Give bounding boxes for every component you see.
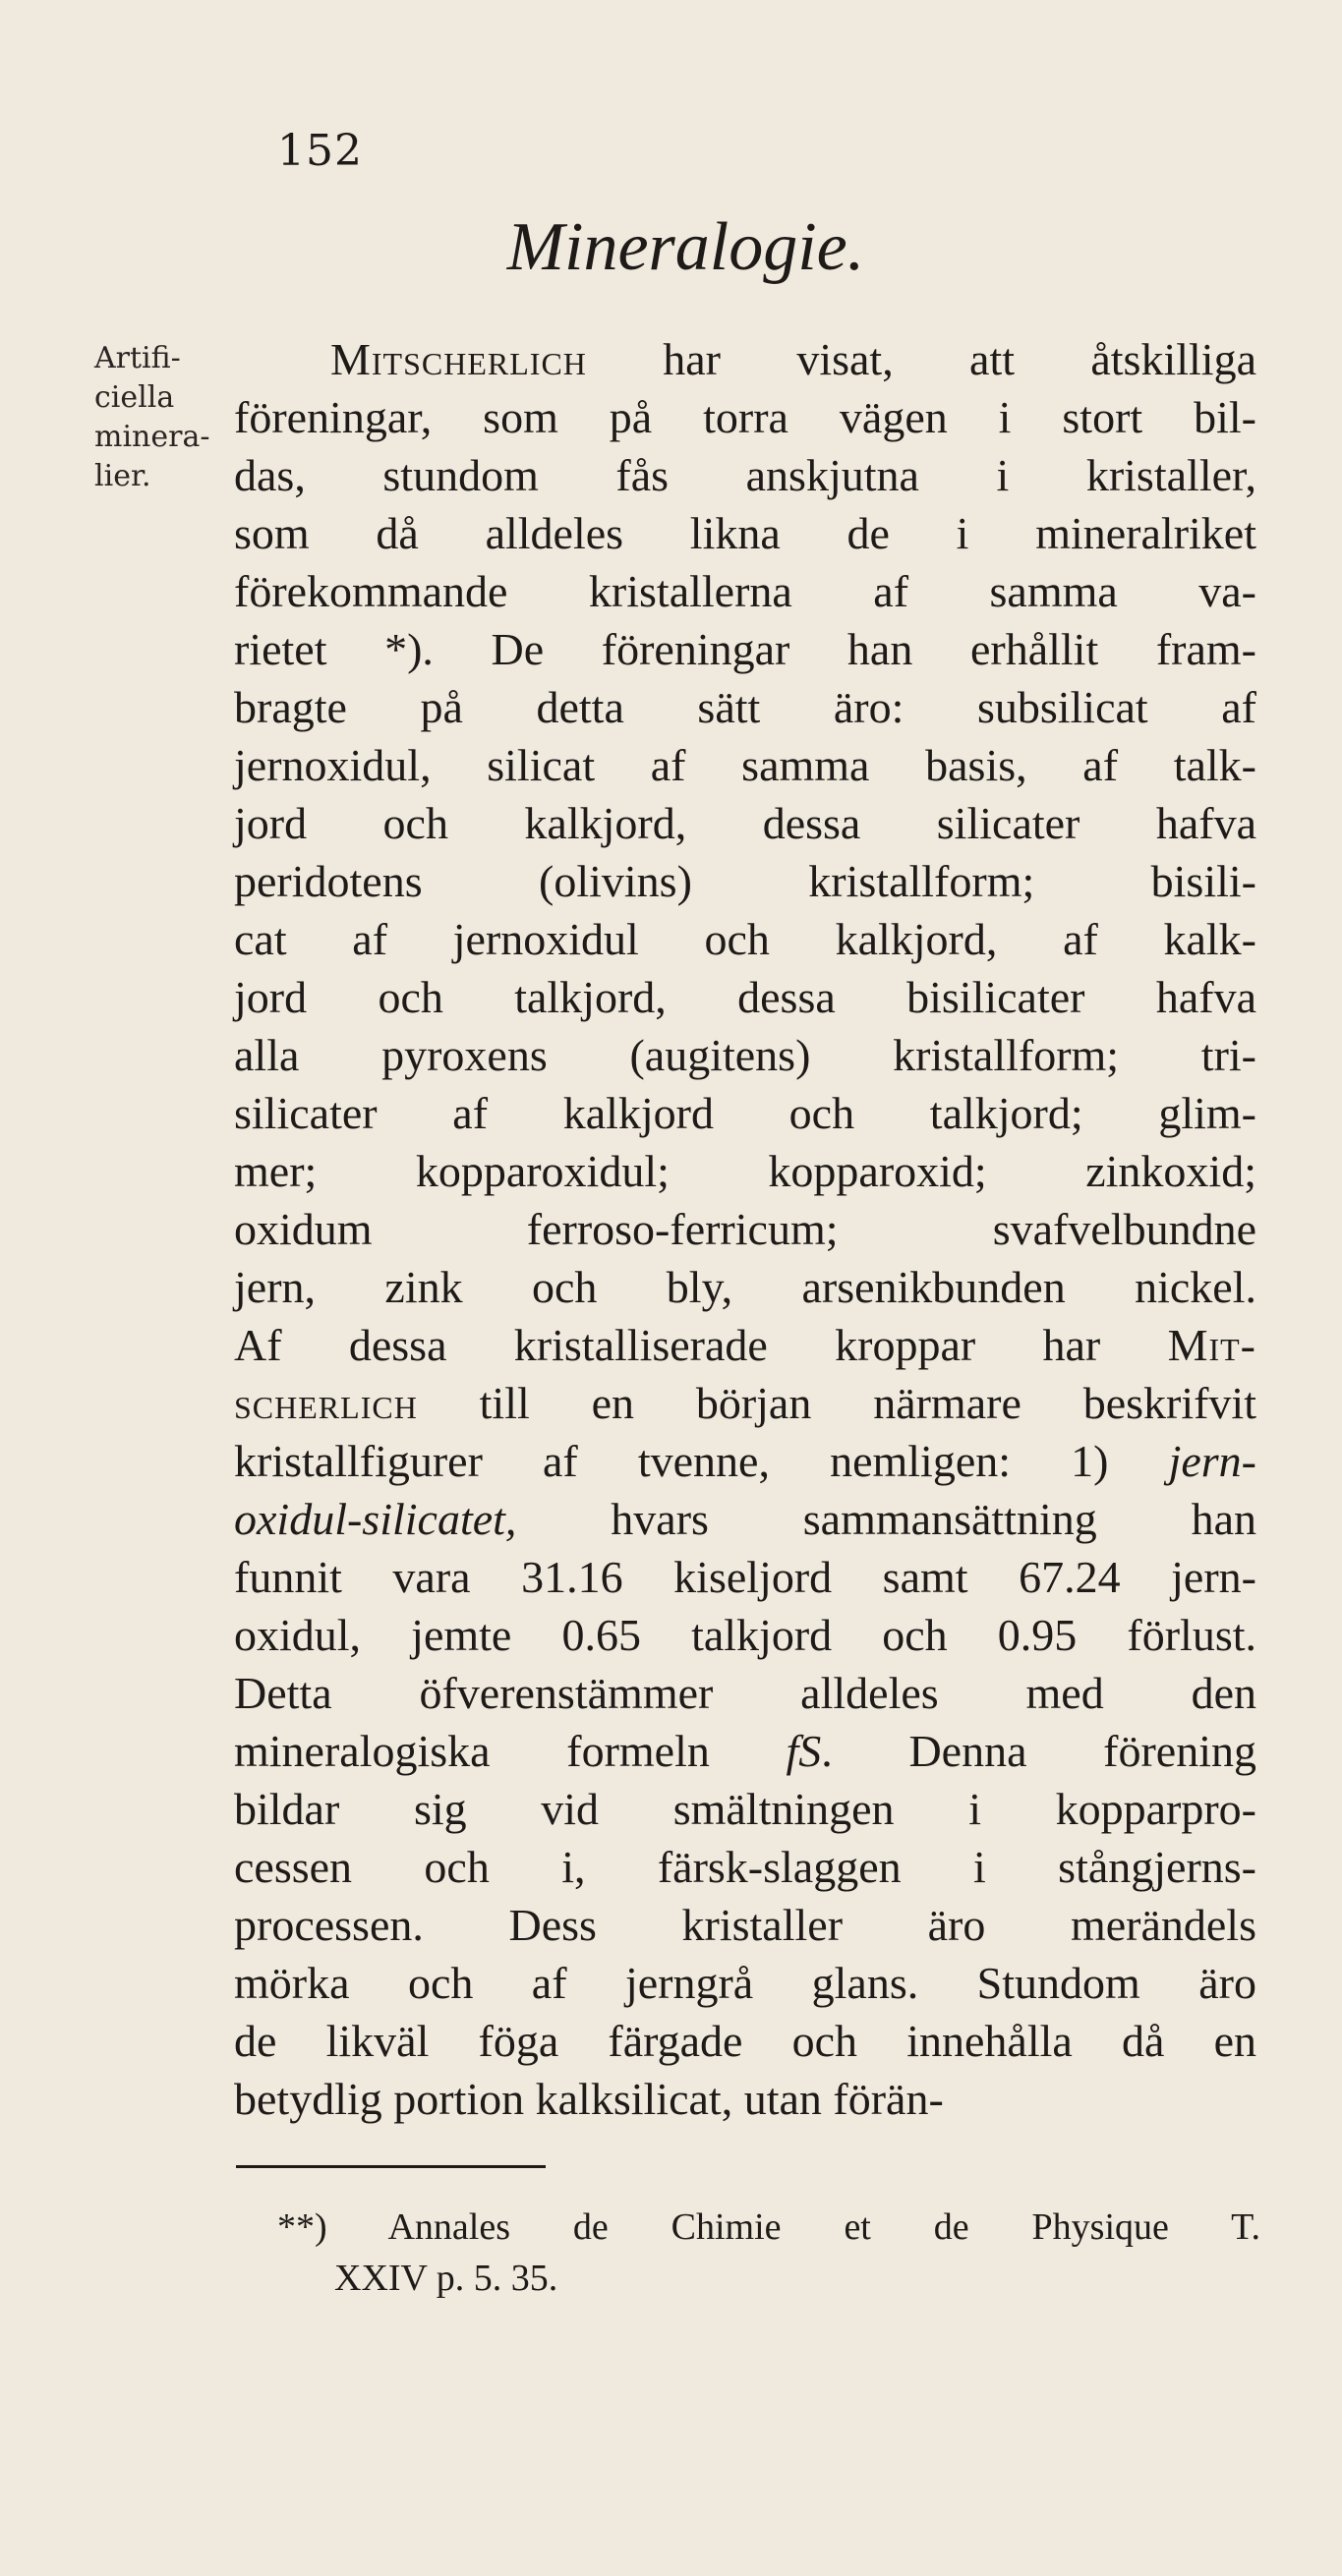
- text-line: [234, 1722, 1256, 1780]
- margin-note-line: lier.: [94, 459, 151, 493]
- margin-note-line: minera-: [94, 420, 210, 454]
- text-span: har visat, att åtskilliga: [586, 334, 1256, 384]
- text-span: till en början närmare beskrifvit: [417, 1378, 1256, 1428]
- text-line: jord och talkjord, dessa bisilicater hafva: [234, 972, 1256, 1022]
- formula: fS: [786, 1726, 822, 1776]
- text-span: kristallfigurer af tvenne, nemligen: 1): [234, 1436, 1169, 1486]
- text-line: jernoxidul, silicat af samma basis, af talk-: [234, 740, 1256, 790]
- text-line: rietet *). De föreningar han erhållit fram-: [234, 624, 1256, 674]
- author-name: Mitscherlich: [330, 334, 587, 384]
- text-line: jord och kalkjord, dessa silicater hafva: [234, 798, 1256, 848]
- text-span: . Denna förening: [821, 1726, 1256, 1776]
- text-line: bildar sig vid smältningen i kopparpro-: [234, 1784, 1256, 1834]
- text-line: mörka och af jerngrå glans. Stundom äro: [234, 1958, 1256, 2008]
- footnote-line: XXIV p. 5. 35.: [334, 2258, 558, 2299]
- footnote-line: **) Annales de Chimie et de Physique T.: [277, 2206, 1260, 2248]
- text-span: hvars sammansättning han: [516, 1494, 1256, 1544]
- footnote: [277, 2202, 1260, 2304]
- text-span: Af dessa kristalliserade kroppar har: [234, 1320, 1168, 1370]
- italic-term: jern-: [1168, 1436, 1256, 1486]
- text-line: processen. Dess kristaller äro merändels: [234, 1900, 1256, 1950]
- text-line: funnit vara 31.16 kiseljord samt 67.24 jern-: [234, 1552, 1256, 1602]
- text-line: [234, 1316, 1256, 1374]
- text-line: jern, zink och bly, arsenikbunden nickel.: [234, 1262, 1256, 1312]
- author-name: scherlich: [234, 1378, 418, 1428]
- text-line: [234, 1490, 1256, 1548]
- italic-term: oxidul-silicatet,: [234, 1494, 517, 1544]
- text-line: som då alldeles likna de i mineralriket: [234, 508, 1256, 558]
- text-line: de likväl föga färgade och innehålla då en: [234, 2016, 1256, 2066]
- margin-note: [94, 339, 242, 496]
- page-number: 152: [277, 126, 363, 176]
- margin-note-line: ciella: [94, 380, 175, 415]
- text-span: mineralogiska formeln: [234, 1726, 787, 1776]
- text-line: betydlig portion kalksilicat, utan förän-: [234, 2074, 944, 2124]
- text-line: mer; kopparoxidul; kopparoxid; zinkoxid;: [234, 1146, 1256, 1196]
- text-line: föreningar, som på torra vägen i stort bil-: [234, 392, 1256, 442]
- text-line: Detta öfverenstämmer alldeles med den: [234, 1668, 1256, 1718]
- author-name: Mit-: [1167, 1320, 1256, 1370]
- text-line: bragte på detta sätt äro: subsilicat af: [234, 682, 1256, 732]
- text-line: peridotens (olivins) kristallform; bisili-: [234, 856, 1256, 906]
- text-line: [234, 1432, 1256, 1490]
- running-head: [0, 208, 1342, 287]
- text-line: das, stundom fås anskjutna i kristaller,: [234, 450, 1256, 500]
- text-line: förekommande kristallerna af samma va-: [234, 566, 1256, 616]
- text-line: cat af jernoxidul och kalkjord, af kalk-: [234, 914, 1256, 964]
- margin-note-line: Artifi-: [94, 341, 181, 375]
- text-line: silicater af kalkjord och talkjord; glim-: [234, 1088, 1256, 1138]
- text-line: [234, 330, 1256, 388]
- footnote-rule: [236, 2165, 546, 2168]
- running-head-text: Mineralogie.: [506, 209, 865, 285]
- text-line: oxidum ferroso-ferricum; svafvelbundne: [234, 1204, 1256, 1254]
- text-line: oxidul, jemte 0.65 talkjord och 0.95 förlust.: [234, 1610, 1256, 1660]
- text-line: [234, 1374, 1256, 1432]
- text-line: alla pyroxens (augitens) kristallform; tri-: [234, 1030, 1256, 1080]
- body-text: [234, 330, 1256, 2128]
- text-line: cessen och i, färsk-slaggen i stångjerns-: [234, 1842, 1256, 1892]
